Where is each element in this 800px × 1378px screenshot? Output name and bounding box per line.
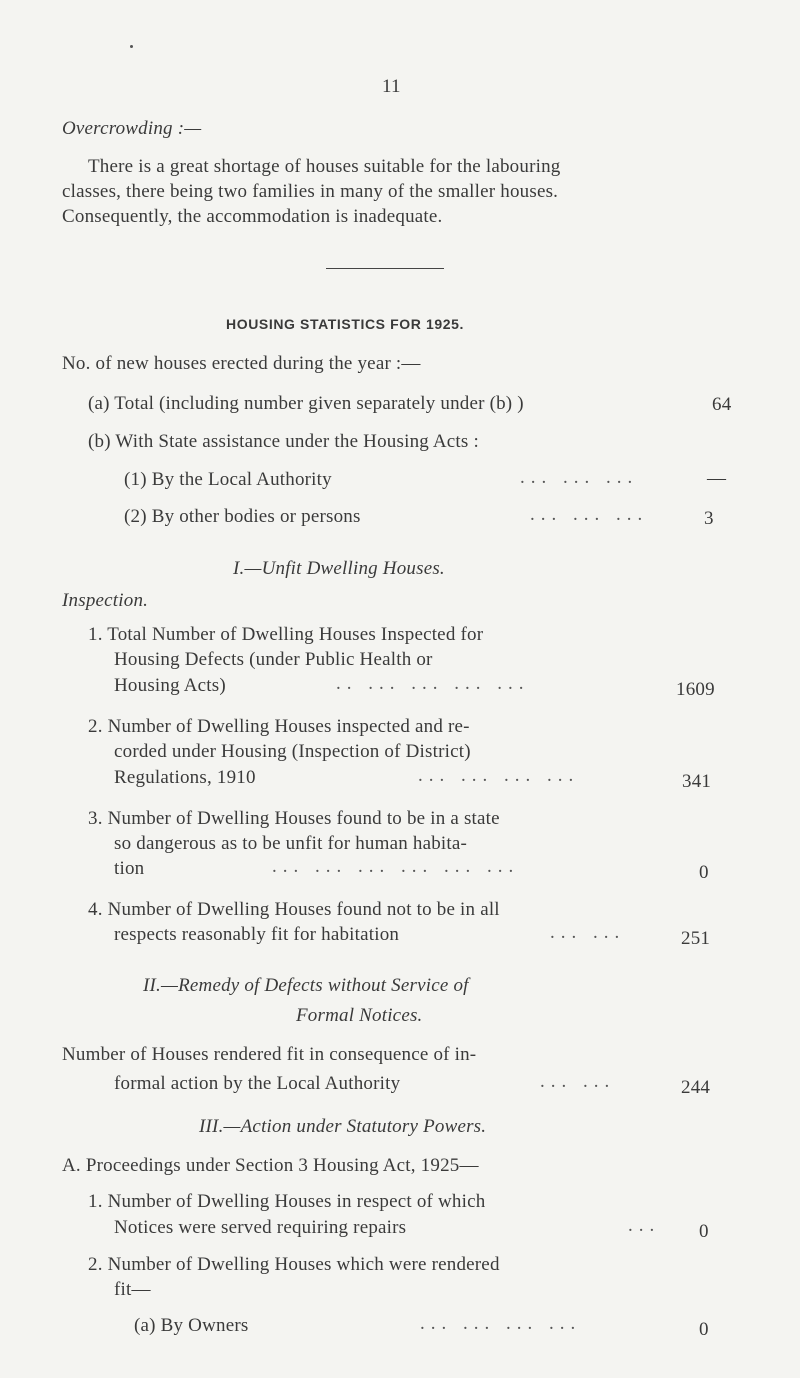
section-divider [326, 268, 444, 269]
section2-value: 244 [681, 1077, 711, 1098]
section1-item1-value: 1609 [676, 679, 715, 700]
section3-item1-value: 0 [699, 1221, 709, 1242]
section1-heading: I.—Unfit Dwelling Houses. [233, 558, 445, 579]
section1-item3-value: 0 [699, 862, 709, 883]
housing-b2-dots: ... ... ... [530, 504, 649, 525]
section1-item3-line2: so dangerous as to be unfit for human habita- [114, 833, 468, 854]
section1-subheading: Inspection. [62, 590, 149, 611]
section1-item1-line1: 1. Total Number of Dwelling Houses Inspected for [88, 624, 484, 645]
section1-item3-dots: ... ... ... ... ... ... [272, 856, 520, 877]
section1-item3-line1: 3. Number of Dwelling Houses found to be in a state [88, 808, 500, 829]
section1-item3-line3: tion [114, 858, 145, 879]
overcrowding-line-1: There is a great shortage of houses suitable for the labouring [88, 156, 561, 177]
section2-heading-line1: II.—Remedy of Defects without Service of [143, 975, 469, 996]
section3-item2a-dots: ... ... ... ... [420, 1313, 582, 1334]
section3-item1-line1: 1. Number of Dwelling Houses in respect of which [88, 1191, 486, 1212]
housing-b2-value: 3 [704, 508, 714, 529]
section1-item2-value: 341 [682, 771, 712, 792]
section1-item4-value: 251 [681, 928, 711, 949]
section1-item2-line1: 2. Number of Dwelling Houses inspected and re- [88, 716, 470, 737]
section1-item2-dots: ... ... ... ... [418, 765, 580, 786]
housing-b1-value: — [707, 468, 727, 489]
overcrowding-line-2: classes, there being two families in many of the smaller houses. [62, 181, 559, 202]
section3-item2-line1: 2. Number of Dwelling Houses which were rendered [88, 1254, 500, 1275]
overcrowding-heading: Overcrowding :— [62, 118, 202, 139]
section1-item1-line3: Housing Acts) [114, 675, 226, 696]
section1-item1-line2: Housing Defects (under Public Health or [114, 649, 433, 670]
housing-a-label: (a) Total (including number given separately under (b) ) [88, 393, 524, 414]
section2-heading-line2: Formal Notices. [296, 1005, 423, 1026]
page-number: 11 [382, 76, 401, 97]
stray-mark [130, 45, 133, 48]
housing-b1-dots: ... ... ... [520, 467, 639, 488]
housing-a-value: 64 [712, 394, 732, 415]
section1-item2-line2: corded under Housing (Inspection of District) [114, 741, 471, 762]
section3-item1-line2: Notices were served requiring repairs [114, 1217, 407, 1238]
section1-item4-line1: 4. Number of Dwelling Houses found not to be in all [88, 899, 500, 920]
housing-b2-label: (2) By other bodies or persons [124, 506, 361, 527]
housing-b1-label: (1) By the Local Authority [124, 469, 332, 490]
section3-a-heading: A. Proceedings under Section 3 Housing Act, 1925— [62, 1155, 479, 1176]
housing-intro: No. of new houses erected during the year :— [62, 353, 421, 374]
section1-item1-dots: .. ... ... ... ... [336, 673, 530, 694]
section2-line2: formal action by the Local Authority [114, 1073, 401, 1094]
section3-heading: III.—Action under Statutory Powers. [199, 1116, 487, 1137]
section3-item2a-value: 0 [699, 1319, 709, 1340]
section1-item4-line2: respects reasonably fit for habitation [114, 924, 400, 945]
section3-item2a-label: (a) By Owners [134, 1315, 249, 1336]
section1-item2-line3: Regulations, 1910 [114, 767, 256, 788]
housing-stats-title: HOUSING STATISTICS FOR 1925. [226, 316, 464, 332]
section2-line1: Number of Houses rendered fit in consequence of in- [62, 1044, 477, 1065]
section1-item4-dots: ... ... [550, 922, 626, 943]
overcrowding-line-3: Consequently, the accommodation is inadequate. [62, 206, 443, 227]
housing-b-label: (b) With State assistance under the Housing Acts : [88, 431, 479, 452]
section2-dots: ... ... [540, 1071, 616, 1092]
section3-item1-dots: ... [628, 1215, 661, 1236]
section3-item2-line2: fit— [114, 1279, 151, 1300]
